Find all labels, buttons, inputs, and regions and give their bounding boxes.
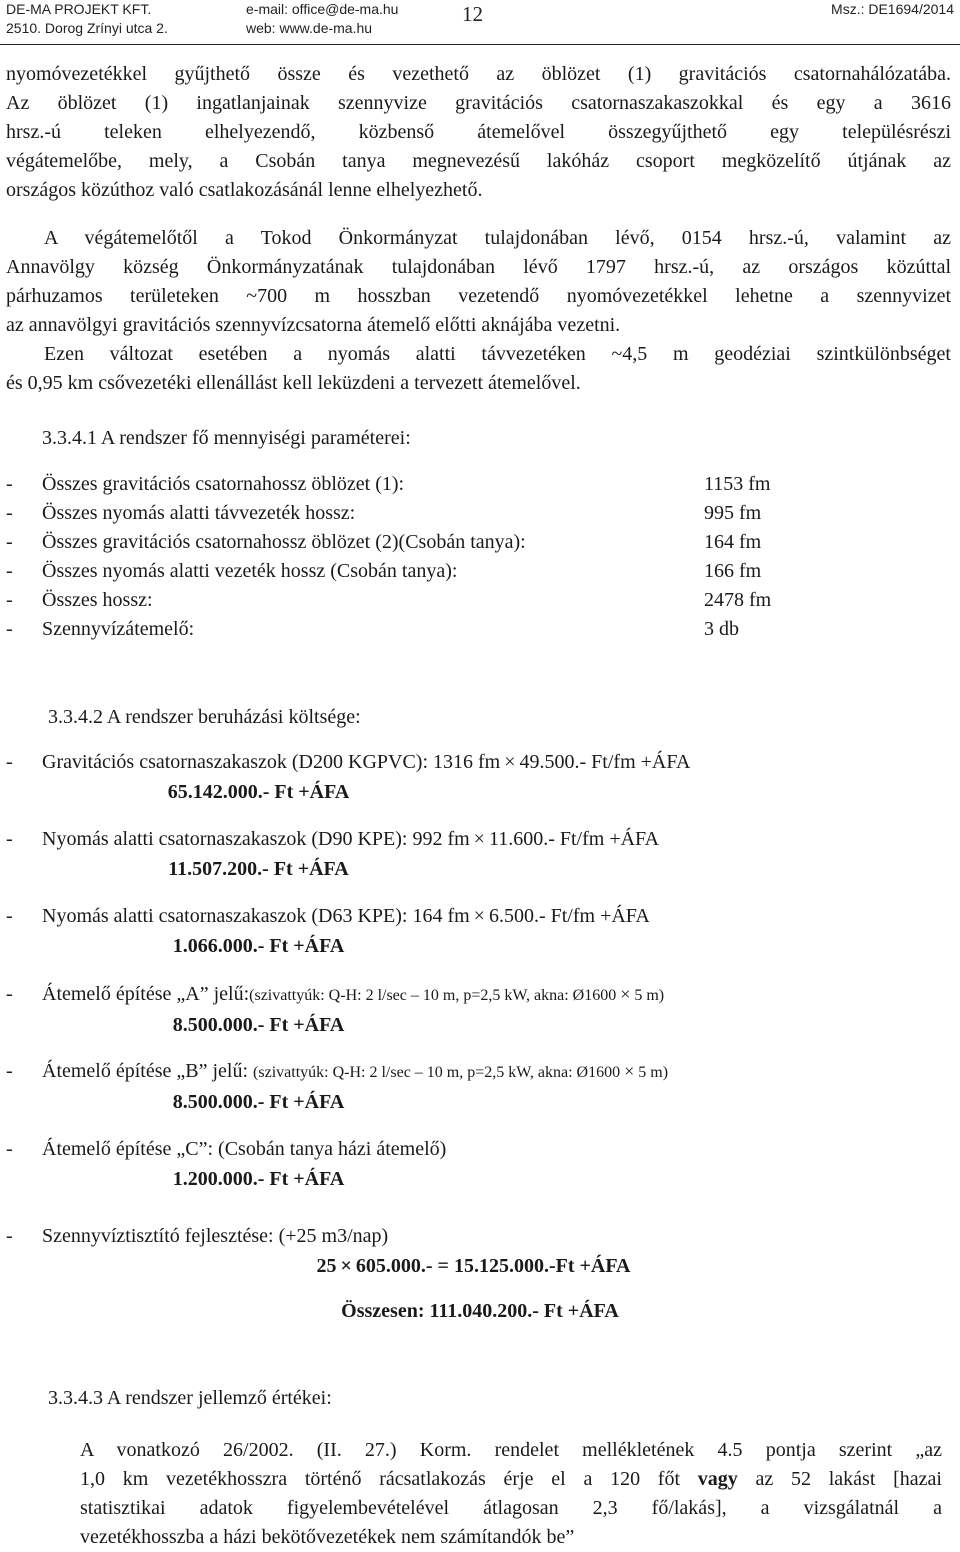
dash: - — [6, 502, 13, 524]
times-icon: × — [620, 984, 631, 1004]
item-label: Összes nyomás alatti távvezeték hossz: — [42, 502, 356, 524]
parameter-list — [6, 470, 946, 644]
cost-desc: Átemelő építése „C”: (Csobán tanya házi átemelő) — [42, 1138, 447, 1160]
dash: - — [6, 618, 13, 640]
cost-total: 1.200.000.- Ft +ÁFA — [172, 1168, 345, 1190]
cost-desc: Szennyvíztisztító fejlesztése: (+25 m3/nap) — [42, 1225, 389, 1247]
cost-total: 65.142.000.- Ft +ÁFA — [167, 781, 350, 803]
cost-total-value: 605.000.- = 15.125.000.-Ft +ÁFA — [355, 1255, 631, 1277]
cost-line — [6, 1222, 951, 1251]
dash: - — [6, 1060, 13, 1082]
cost-total: 11.507.200.- Ft +ÁFA — [168, 858, 349, 880]
text-line — [80, 1465, 942, 1494]
text-line: hrsz.-ú teleken elhelyezendő, közbenső átemelővel összegyűjthető egy településrészi — [6, 121, 951, 143]
dash: - — [6, 473, 13, 495]
text-line: A vonatkozó 26/2002. (II. 27.) Korm. rendelet mellékletének 4.5 pontja szerint „az — [80, 1439, 942, 1461]
cost-item — [6, 902, 951, 961]
item-label: Összes hossz: — [42, 589, 153, 611]
item-value: 166 fm — [704, 560, 762, 582]
list-item — [6, 528, 946, 557]
cost-item — [6, 1222, 951, 1281]
page-number: 12 — [462, 2, 483, 26]
company-address: 2510. Dorog Zrínyi utca 2. — [6, 20, 168, 36]
cost-total-count: 25 — [316, 1255, 337, 1277]
cost-desc: Átemelő építése „B” jelű: — [42, 1060, 254, 1082]
paragraph-2 — [6, 224, 951, 340]
cost-note-end: 5 m) — [634, 987, 665, 1004]
text-line: Annavölgy község Önkormányzatának tulajdonában lévő 1797 hrsz.-ú, az országos közúttal — [6, 256, 951, 278]
dash: - — [6, 905, 13, 927]
cost-line — [6, 1057, 951, 1087]
text-line: végátemelőbe, mely, a Csobán tanya megnevezésű lakóház csoport megközelítő útjának az — [6, 150, 951, 172]
item-label: Összes gravitációs csatornahossz öblözet (2)(Csobán tanya): — [42, 531, 526, 553]
cost-line — [6, 980, 951, 1010]
cost-rate: 49.500.- Ft/fm +ÁFA — [519, 751, 691, 773]
company-email: e-mail: office@de-ma.hu — [246, 1, 399, 17]
cost-line — [6, 1135, 951, 1164]
paragraph-3 — [6, 340, 951, 398]
list-item — [6, 557, 946, 586]
text-line: és 0,95 km csővezetéki ellenállást kell leküzdeni a tervezett átemelővel. — [6, 372, 581, 394]
cost-total: 8.500.000.- Ft +ÁFA — [172, 1014, 345, 1036]
cost-line — [6, 902, 951, 931]
dash: - — [6, 983, 13, 1005]
dash: - — [6, 828, 13, 850]
document-id: Msz.: DE1694/2014 — [831, 1, 954, 17]
item-value: 2478 fm — [704, 589, 772, 611]
cost-note: (szivattyúk: Q-H: 2 l/sec – 10 m, p=2,5 kW, akna: Ø1600 — [249, 987, 617, 1004]
section-heading: 3.3.4.1 A rendszer fő mennyiségi paraméterei: — [42, 427, 411, 449]
item-label: Szennyvízátemelő: — [42, 618, 195, 640]
section-heading: 3.3.4.2 A rendszer beruházási költsége: — [48, 706, 361, 728]
dash: - — [6, 560, 13, 582]
section-heading: 3.3.4.3 A rendszer jellemző értékei: — [48, 1387, 332, 1409]
text-line: statisztikai adatok figyelembevételével átlagosan 2,3 fő/lakás], a vizsgálatnál a — [80, 1497, 942, 1519]
dash: - — [6, 1225, 13, 1247]
company-name: DE-MA PROJEKT KFT. — [6, 1, 152, 17]
text-line: Ezen változat esetében a nyomás alatti távvezetéken ~4,5 m geodéziai szintkülönbséget — [44, 343, 951, 365]
list-item — [6, 499, 946, 528]
item-label: Összes nyomás alatti vezeték hossz (Csobán tanya): — [42, 560, 458, 582]
cost-note: (szivattyúk: Q-H: 2 l/sec – 10 m, p=2,5 kW, akna: Ø1600 — [253, 1064, 621, 1081]
text-line: Az öblözet (1) ingatlanjainak szennyvize gravitációs csatornaszakaszokkal és egy a 3616 — [6, 92, 951, 114]
text-line: országos közúthoz való csatlakozásánál lenne elhelyezhető. — [6, 179, 483, 201]
times-icon: × — [473, 905, 485, 927]
item-value: 995 fm — [704, 502, 762, 524]
cost-item — [6, 1135, 951, 1194]
list-item — [6, 470, 946, 499]
paragraph-4 — [80, 1436, 942, 1552]
cost-item — [6, 748, 951, 807]
cost-item — [6, 980, 951, 1040]
text-line: vezetékhosszba a házi bekötővezetékek nem számítandók be” — [80, 1526, 575, 1548]
dash: - — [6, 531, 13, 553]
list-item — [6, 615, 946, 644]
text-span: 1,0 km vezetékhosszra történő rácsatlakozás érje el a 120 főt — [80, 1468, 698, 1490]
text-line: A végátemelőtől a Tokod Önkormányzat tulajdonában lévő, 0154 hrsz.-ú, valamint az — [44, 227, 951, 249]
dash: - — [6, 589, 13, 611]
paragraph-1 — [6, 60, 951, 205]
dash: - — [6, 751, 13, 773]
company-web: web: www.de-ma.hu — [246, 20, 373, 36]
cost-desc: Átemelő építése „A” jelű: — [42, 983, 250, 1005]
cost-desc: Gravitációs csatornaszakaszok (D200 KGPVC): 1316 fm — [42, 751, 501, 773]
cost-item — [6, 825, 951, 884]
item-value: 1153 fm — [704, 473, 771, 495]
times-icon: × — [504, 751, 516, 773]
cost-total: 1.066.000.- Ft +ÁFA — [172, 935, 345, 957]
text-line: nyomóvezetékkel gyűjthető össze és vezethető az öblözet (1) gravitációs csatornahálózatába. — [6, 63, 951, 85]
cost-rate: 11.600.- Ft/fm +ÁFA — [488, 828, 660, 850]
grand-total: Összesen: 111.040.200.- Ft +ÁFA — [341, 1300, 619, 1322]
cost-total: 8.500.000.- Ft +ÁFA — [172, 1091, 345, 1113]
cost-line — [6, 825, 951, 854]
item-value: 3 db — [704, 618, 739, 640]
cost-line — [6, 748, 951, 777]
text-line: az annavölgyi gravitációs szennyvízcsatorna átemelő előtti aknájába vezetni. — [6, 314, 621, 336]
emphasis-text: vagy — [697, 1468, 738, 1490]
item-value: 164 fm — [704, 531, 762, 553]
cost-item — [6, 1057, 951, 1117]
dash: - — [6, 1138, 13, 1160]
times-icon: × — [340, 1255, 352, 1277]
cost-total — [0, 1251, 951, 1281]
times-icon: × — [624, 1061, 635, 1081]
cost-note-end: 5 m) — [638, 1064, 669, 1081]
cost-desc: Nyomás alatti csatornaszakaszok (D90 KPE): 992 fm — [42, 828, 470, 850]
list-item — [6, 586, 946, 615]
cost-rate: 6.500.- Ft/fm +ÁFA — [488, 905, 650, 927]
times-icon: × — [473, 828, 485, 850]
text-line: párhuzamos területeken ~700 m hosszban vezetendő nyomóvezetékkel lehetne a szennyvizet — [6, 285, 951, 307]
item-label: Összes gravitációs csatornahossz öblözet (1): — [42, 473, 405, 495]
page-header — [0, 0, 960, 45]
text-span: az 52 lakást [hazai — [737, 1468, 942, 1490]
cost-desc: Nyomás alatti csatornaszakaszok (D63 KPE): 164 fm — [42, 905, 470, 927]
